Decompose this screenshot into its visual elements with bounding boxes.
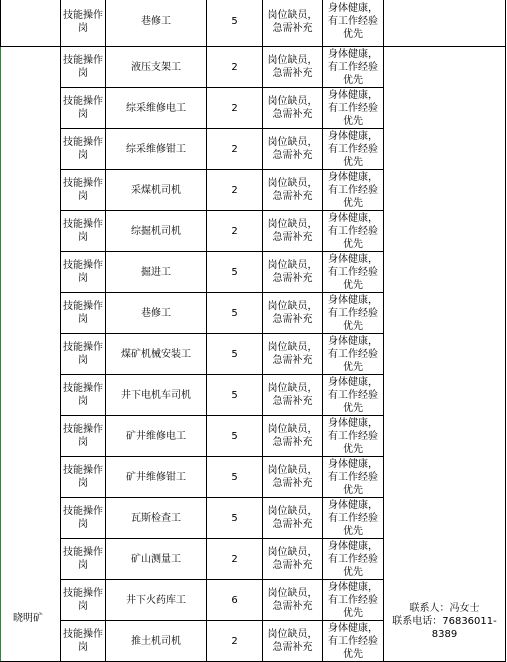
count-cell: 2 [207,539,263,580]
category-cell: 技能操作岗 [61,293,106,334]
source-cell: 岗位缺员，急需补充 [263,0,323,47]
requirement-cell: 身体健康，有工作经验优先 [323,47,384,88]
position-cell: 巷修工 [106,293,207,334]
source-cell: 岗位缺员，急需补充 [263,88,323,129]
category-cell: 技能操作岗 [61,457,106,498]
contact-person: 联系人：冯女士 [409,603,480,614]
requirement-cell: 身体健康，有工作经验优先 [323,211,384,252]
requirement-cell: 身体健康，有工作经验优先 [323,252,384,293]
count-cell: 2 [207,129,263,170]
count-cell: 5 [207,457,263,498]
unit-cell: 晓明矿 [1,47,61,662]
source-cell: 岗位缺员，急需补充 [263,47,323,88]
count-cell: 2 [207,88,263,129]
position-cell: 推土机司机 [106,621,207,662]
contact-cell-top [384,0,506,47]
position-cell: 矿井维修电工 [106,416,207,457]
count-cell: 5 [207,375,263,416]
category-cell: 技能操作岗 [61,621,106,662]
position-cell: 井下火药库工 [106,580,207,621]
requirement-cell: 身体健康，有工作经验优先 [323,621,384,662]
requirement-cell: 身体健康，有工作经验优先 [323,375,384,416]
position-cell: 井下电机车司机 [106,375,207,416]
count-cell: 2 [207,211,263,252]
source-cell: 岗位缺员，急需补充 [263,252,323,293]
position-cell: 矿山测量工 [106,539,207,580]
position-cell: 液压支架工 [106,47,207,88]
category-cell: 技能操作岗 [61,375,106,416]
category-cell: 技能操作岗 [61,498,106,539]
source-cell: 岗位缺员，急需补充 [263,293,323,334]
count-cell: 2 [207,170,263,211]
position-cell: 煤矿机械安装工 [106,334,207,375]
position-cell: 采煤机司机 [106,170,207,211]
category-cell: 技能操作岗 [61,416,106,457]
count-cell: 5 [207,416,263,457]
category-cell: 技能操作岗 [61,47,106,88]
category-cell: 技能操作岗 [61,539,106,580]
source-cell: 岗位缺员，急需补充 [263,334,323,375]
source-cell: 岗位缺员，急需补充 [263,498,323,539]
position-cell: 巷修工 [106,0,207,47]
source-cell: 岗位缺员，急需补充 [263,580,323,621]
contact-cell [384,47,506,662]
position-cell: 综采维修钳工 [106,129,207,170]
count-cell: 5 [207,293,263,334]
count-cell: 6 [207,580,263,621]
position-cell: 综采维修电工 [106,88,207,129]
category-cell: 技能操作岗 [61,88,106,129]
unit-cell-top [1,0,61,47]
source-cell: 岗位缺员，急需补充 [263,375,323,416]
requirement-cell: 身体健康，有工作经验优先 [323,170,384,211]
position-cell: 掘进工 [106,252,207,293]
category-cell: 技能操作岗 [61,129,106,170]
requirement-cell: 身体健康，有工作经验优先 [323,539,384,580]
contact-phone-ext: 8389 [431,629,458,640]
source-cell: 岗位缺员，急需补充 [263,621,323,662]
count-cell: 5 [207,252,263,293]
count-cell: 5 [207,498,263,539]
table-body [1,0,506,662]
source-cell: 岗位缺员，急需补充 [263,457,323,498]
source-cell: 岗位缺员，急需补充 [263,129,323,170]
requirement-cell: 身体健康，有工作经验优先 [323,0,384,47]
count-cell: 2 [207,47,263,88]
requirement-cell: 身体健康，有工作经验优先 [323,293,384,334]
position-cell: 瓦斯检查工 [106,498,207,539]
source-cell: 岗位缺员，急需补充 [263,416,323,457]
category-cell: 技能操作岗 [61,580,106,621]
category-cell: 技能操作岗 [61,211,106,252]
requirement-cell: 身体健康，有工作经验优先 [323,129,384,170]
position-cell: 矿井维修钳工 [106,457,207,498]
position-cell: 综掘机司机 [106,211,207,252]
source-cell: 岗位缺员，急需补充 [263,211,323,252]
requirement-cell: 身体健康，有工作经验优先 [323,498,384,539]
source-cell: 岗位缺员，急需补充 [263,170,323,211]
requirement-cell: 身体健康，有工作经验优先 [323,334,384,375]
count-cell: 5 [207,0,263,47]
requirement-cell: 身体健康，有工作经验优先 [323,580,384,621]
table-row [1,47,506,88]
contact-phone: 联系电话：76836011- [392,616,497,627]
count-cell: 5 [207,334,263,375]
requirement-cell: 身体健康，有工作经验优先 [323,457,384,498]
requirement-cell: 身体健康，有工作经验优先 [323,88,384,129]
requirement-cell: 身体健康，有工作经验优先 [323,416,384,457]
category-cell: 技能操作岗 [61,252,106,293]
source-cell: 岗位缺员，急需补充 [263,539,323,580]
category-cell: 技能操作岗 [61,0,106,47]
table-row [1,0,506,47]
count-cell: 2 [207,621,263,662]
category-cell: 技能操作岗 [61,170,106,211]
category-cell: 技能操作岗 [61,334,106,375]
